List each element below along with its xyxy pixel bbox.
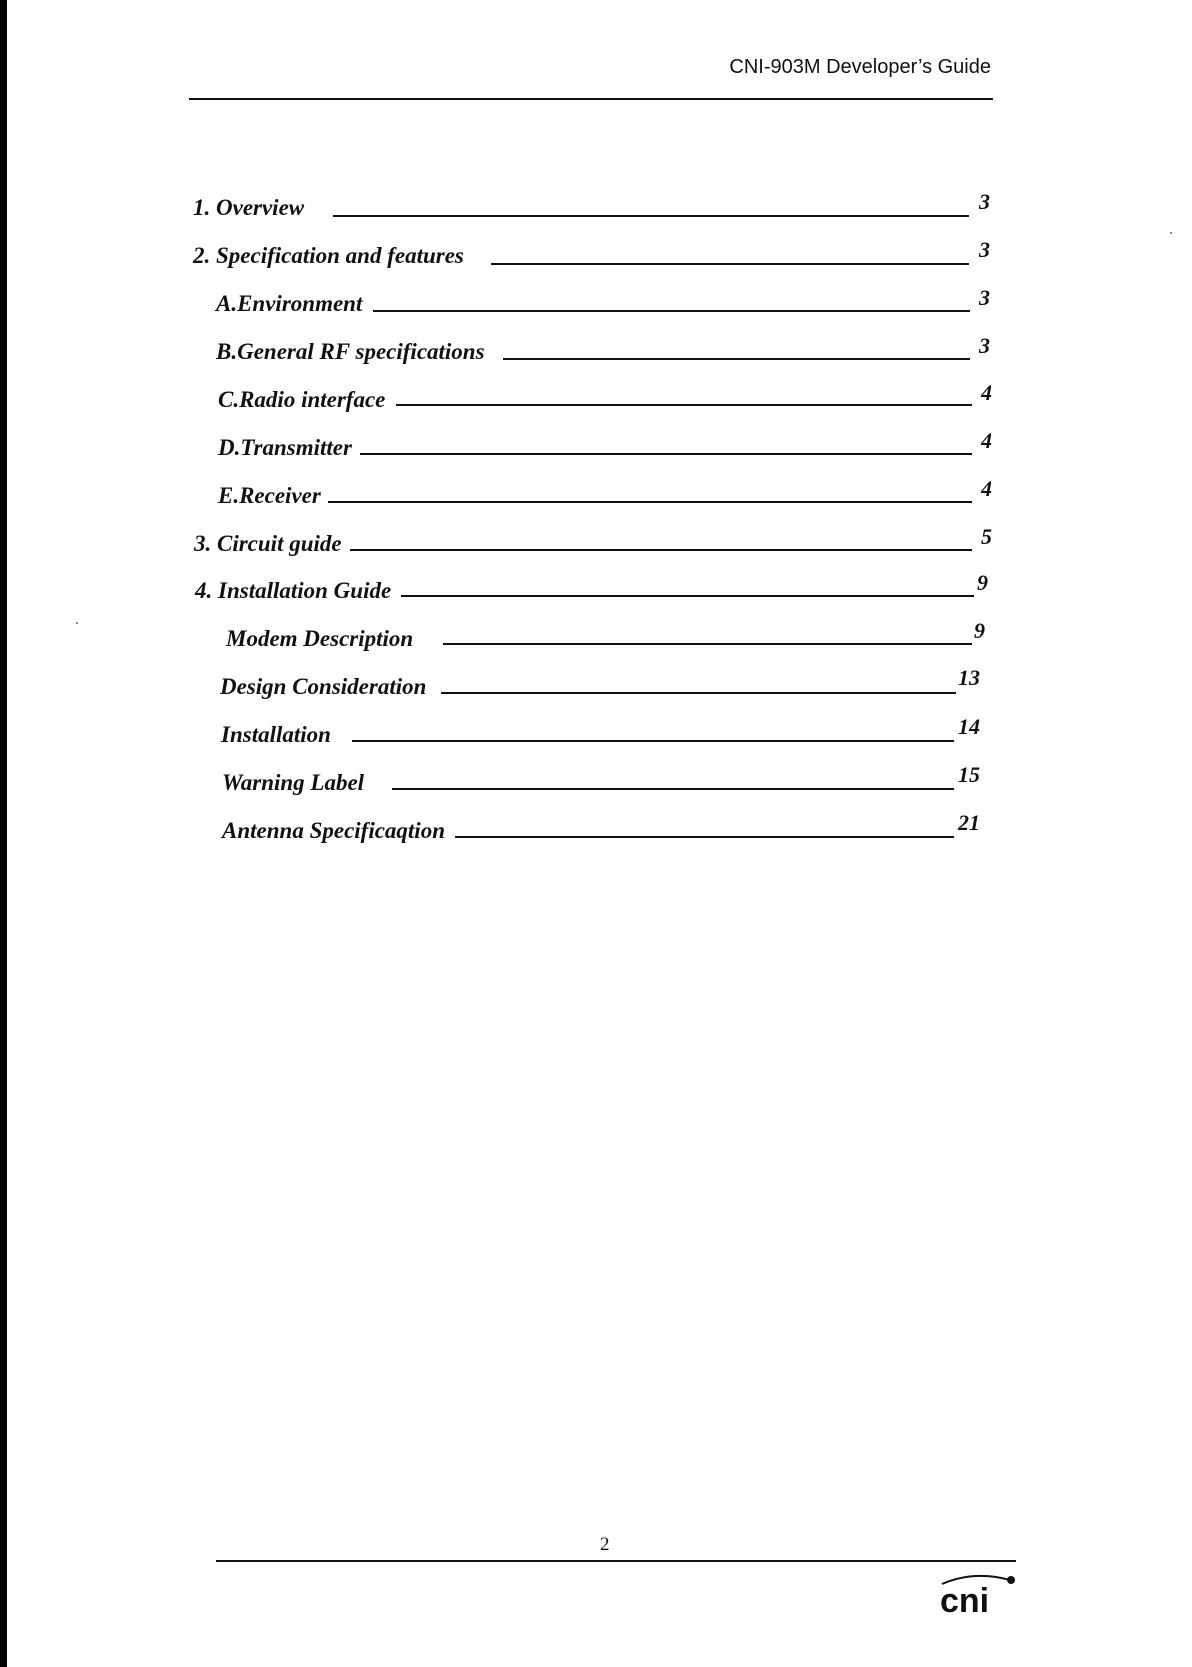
toc-leader-line (360, 453, 972, 455)
toc-page-number: 3 (979, 333, 990, 358)
header-divider (189, 98, 993, 100)
toc-entry-label: A.Environment (216, 291, 363, 316)
toc-page-number: 3 (979, 285, 990, 310)
toc-entry-label: Antenna Specificaqtion (222, 818, 445, 843)
toc-leader-line (392, 788, 954, 790)
toc-leader-line (333, 215, 969, 217)
toc-leader-line (352, 740, 954, 742)
toc-page-number: 14 (958, 714, 980, 739)
toc-entry-label: 4. Installation Guide (195, 578, 392, 603)
toc-leader-line (328, 501, 972, 503)
toc-entry-label: C.Radio interface (218, 387, 386, 412)
toc-leader-line (491, 263, 969, 265)
toc-page-number: 15 (958, 762, 980, 787)
toc-leader-line (396, 404, 972, 406)
toc-page-number: 9 (974, 618, 985, 643)
toc-entry-label: 3. Circuit guide (194, 531, 342, 556)
toc-entry-label: 2. Specification and features (193, 243, 464, 268)
toc-page-number: 5 (981, 524, 992, 549)
toc-entry-label: Installation (221, 722, 331, 747)
toc-page-number: 13 (958, 665, 980, 690)
toc-entry-label: B.General RF specifications (216, 339, 485, 364)
toc-leader-line (443, 643, 972, 645)
cni-logo-text: cni (940, 1582, 990, 1616)
toc-page-number: 3 (979, 189, 990, 214)
toc-entry-label: E.Receiver (218, 483, 321, 508)
toc-leader-line (455, 836, 954, 838)
toc-entry-label: D.Transmitter (218, 435, 352, 460)
scan-speck (76, 622, 78, 624)
toc-page-number: 9 (977, 570, 988, 595)
toc-page-number: 4 (981, 380, 992, 405)
scan-speck (1170, 232, 1172, 234)
toc-entry-label: Design Consideration (220, 674, 427, 699)
toc-entry-label: Modem Description (226, 626, 414, 651)
toc-leader-line (350, 549, 972, 551)
toc-page-number: 4 (981, 476, 992, 501)
toc-page-number: 21 (958, 810, 980, 835)
toc-leader-line (503, 358, 970, 360)
document-header-title: CNI-903M Developer’s Guide (729, 56, 991, 78)
toc-page-number: 4 (981, 428, 992, 453)
footer-divider (216, 1560, 1016, 1562)
toc-entry-label: Warning Label (222, 770, 365, 795)
toc-entry-label: 1. Overview (193, 195, 305, 220)
cni-logo (938, 1568, 1018, 1616)
toc-leader-line (373, 310, 970, 312)
page-left-border (0, 0, 7, 1667)
toc-page-number: 3 (979, 237, 990, 262)
toc-leader-line (441, 692, 956, 694)
footer-page-number: 2 (600, 1534, 610, 1555)
toc-leader-line (401, 595, 974, 597)
